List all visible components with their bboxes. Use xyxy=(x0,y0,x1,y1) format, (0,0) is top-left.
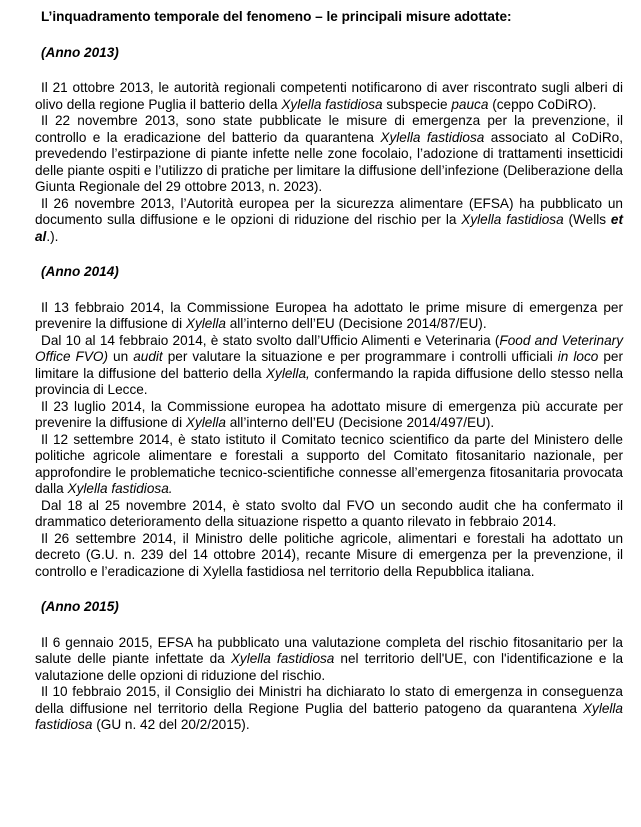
text-run: (GU n. 42 del 20/2/2015). xyxy=(92,717,250,732)
body-paragraph xyxy=(35,635,623,685)
text-run: confermando la rapida diffusione dello stesso nella provincia di Lecce. xyxy=(35,365,624,397)
spacer xyxy=(35,61,623,80)
text-run: all’interno dell’EU (Decisione 2014/497/EU). xyxy=(225,415,495,430)
text-run: Food and Veterinary Office FVO) xyxy=(35,332,623,364)
document-body xyxy=(35,45,623,734)
section-year-heading: (Anno 2013) xyxy=(41,44,119,60)
body-paragraph xyxy=(35,399,623,432)
body-paragraph xyxy=(35,196,623,246)
section-year-heading: (Anno 2015) xyxy=(41,599,119,614)
text-run: Il 10 febbraio 2015, il Consiglio dei Ministri ha dichiarato lo stato di emergenza in conseguenza della diffusione nel territorio della Regione Puglia del batterio patogeno da quarantena xyxy=(35,684,623,716)
body-paragraph xyxy=(35,531,623,581)
section-year-heading: (Anno 2014) xyxy=(41,264,119,279)
text-run: Il 12 settembre 2014, è stato istituto il Comitato tecnico scientifico da parte del Ministero delle politiche agricole alimentare e forestali a supporto del Comitato fitosanitario nazionale, per approfondire le problematiche tecnico-scientifiche connesse all’emergenza fitosanitaria provocata dalla xyxy=(35,431,623,496)
text-run: Dal 18 al 25 novembre 2014, è stato svolto dal FVO un secondo audit che ha confermato il drammatico deterioramento della situazione rispetto a quanto rilevato in febbraio 2014. xyxy=(35,497,623,529)
text-run: et al xyxy=(35,212,624,244)
text-run: .). xyxy=(46,228,59,244)
text-run: Xylella fastidiosa xyxy=(35,700,623,732)
text-run: per limitare la diffusione del batterio della xyxy=(35,349,623,381)
text-run: un xyxy=(108,349,134,364)
text-run: Il 26 novembre 2013, l’Autorità europea per la sicurezza alimentare (EFSA) ha pubblicato un documento sulla diffusione e le opzioni di riduzione del rischio per la xyxy=(35,195,623,227)
body-paragraph xyxy=(35,300,623,333)
text-run: Xylella fastidiosa xyxy=(380,129,485,145)
spacer xyxy=(35,616,623,635)
body-paragraph xyxy=(35,498,623,531)
text-run: audit xyxy=(133,349,163,364)
text-run: Il 23 luglio 2014, la Commissione europea ha adottato misure di emergenza più accurate per prevenire la diffusione di xyxy=(35,398,623,430)
spacer xyxy=(35,26,623,45)
text-run: Il 26 settembre 2014, il Ministro delle politiche agricole, alimentari e forestali ha adottato un decreto (G.U. n. 239 del 14 ottobre 2014), recante Misure di emergenza per la prevenzione, il controllo e l’eradicazione di Xylella fastidiosa nel territorio della Repubblica italiana. xyxy=(35,530,623,579)
text-run: Xylella fastidiosa xyxy=(461,212,564,227)
text-run: per valutare la situazione e per programmare i controlli ufficiali xyxy=(162,349,558,364)
text-run: nel territorio dell'UE, con l'identificazione e la valutazione delle opzioni di riduzione del rischio. xyxy=(35,651,624,683)
text-run: Il 13 febbraio 2014, la Commissione Europea ha adottato le prime misure di emergenza per prevenire la diffusione di xyxy=(35,299,623,331)
text-run: Il 21 ottobre 2013, le autorità regionali competenti notificarono di aver riscontrato sugli alberi di olivo della regione Puglia il batterio della xyxy=(35,80,623,112)
body-paragraph xyxy=(35,684,623,734)
spacer xyxy=(35,281,623,300)
text-run: Dal 10 al 14 febbraio 2014, è stato svolto dall’Ufficio Alimenti e Veterinaria ( xyxy=(41,332,500,348)
text-run: Xylella fastidiosa. xyxy=(67,481,173,496)
text-run: Il 6 gennaio 2015, EFSA ha pubblicato una valutazione completa del rischio fitosanitario per la salute delle piante infettate da xyxy=(35,634,623,666)
text-run: all’interno dell’EU (Decisione 2014/87/EU). xyxy=(225,316,487,331)
text-run: pauca xyxy=(451,96,489,112)
text-run: Xylella, xyxy=(265,365,310,381)
text-run: in loco xyxy=(557,349,599,364)
spacer xyxy=(35,580,623,599)
spacer xyxy=(35,245,623,264)
body-paragraph xyxy=(35,333,623,399)
text-run: subspecie xyxy=(382,96,452,112)
document-heading: L’inquadramento temporale del fenomeno – le principali misure adottate: xyxy=(41,9,512,24)
body-paragraph xyxy=(35,432,623,498)
text-run: (ceppo CoDiRO). xyxy=(488,96,597,112)
body-paragraph xyxy=(35,80,623,113)
text-run: (Wells xyxy=(563,212,611,227)
text-run: Xylella fastidiosa xyxy=(230,651,335,666)
text-run: Xylella fastidiosa xyxy=(281,96,383,112)
text-run: associato al CoDiRo, prevedendo l’estirpazione di piante infette nelle zone focolaio, l’adozione di trattamenti insetticidi delle piante ospiti e l’utilizzo di pratiche per limitare la diffusione dell’infezione (Deliberazione della Giunta Regionale del 29 ottobre 2013, n. 2023). xyxy=(35,129,623,194)
text-run: Xylella xyxy=(185,316,226,331)
body-paragraph xyxy=(35,113,623,196)
text-run: Xylella xyxy=(185,415,226,430)
text-run: Il 22 novembre 2013, sono state pubblicate le misure di emergenza per la prevenzione, il controllo e la eradicazione del batterio da quarantena xyxy=(35,113,623,145)
